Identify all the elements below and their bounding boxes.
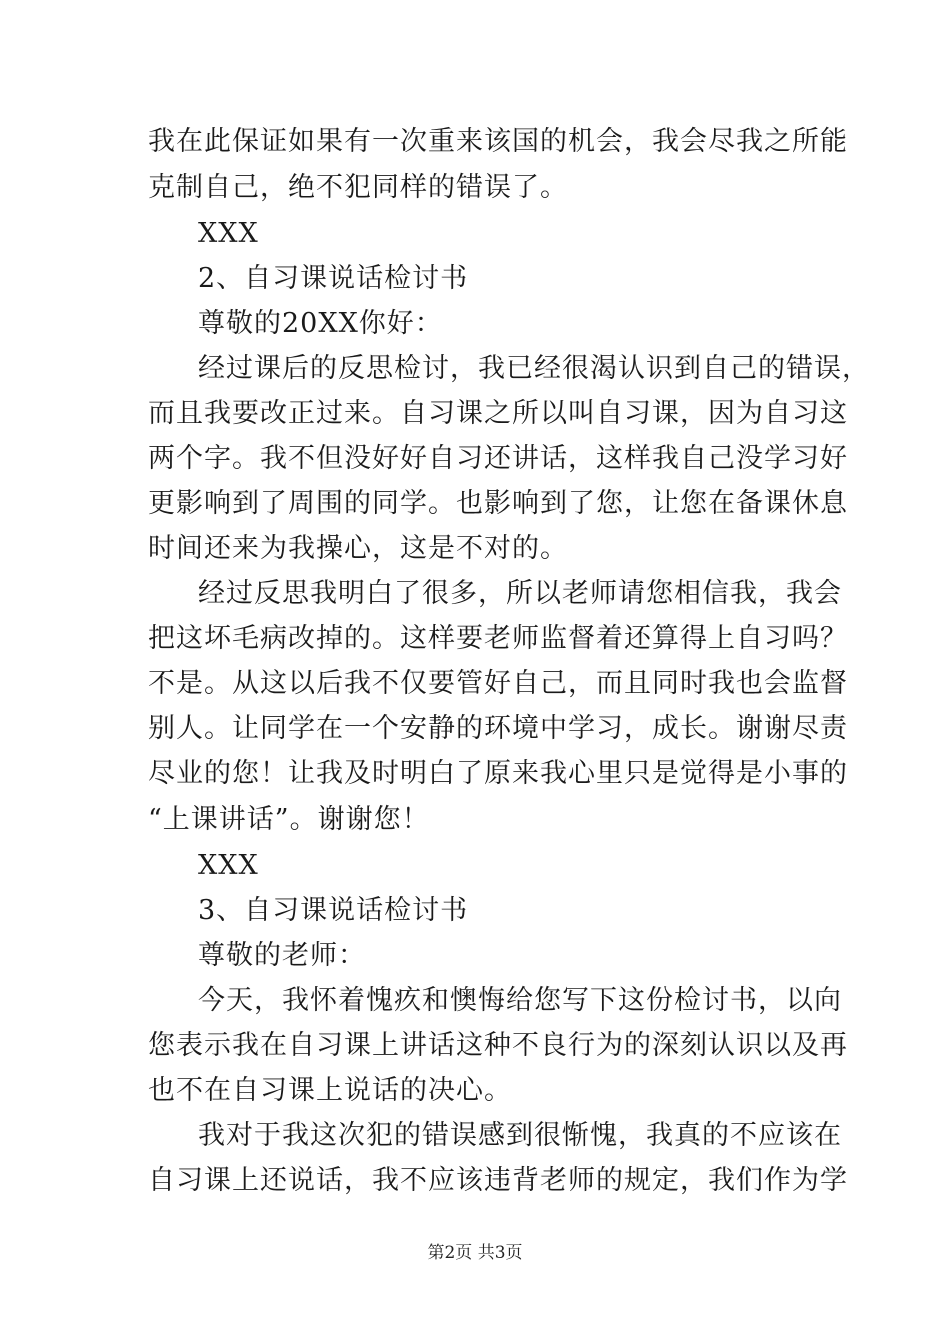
section-heading: 2、自习课说话检讨书 [198,263,469,294]
text-line: 自习课上还说话，我不应该违背老师的规定，我们作为学 [148,1165,848,1196]
signature-line: XXX [198,218,259,249]
text-line: 我对于我这次犯的错误感到很惭愧，我真的不应该在 [198,1120,842,1151]
signature-line: XXX [198,850,259,881]
salutation: 尊敬的老师： [198,940,366,971]
text-line: 克制自己，绝不犯同样的错误了。 [148,172,568,203]
page-number: 第2页 共3页 [427,1243,523,1263]
text-line: 经过课后的反思检讨，我已经很渴认识到自己的错误， [198,353,870,384]
text-line: 您表示我在自习课上讲话这种不良行为的深刻认识以及再 [148,1030,848,1061]
text-line: 更影响到了周围的同学。也影响到了您，让您在备课休息 [148,488,848,519]
text-line: 也不在自习课上说话的决心。 [148,1075,512,1106]
text-line: 把这坏毛病改掉的。这样要老师监督着还算得上自习吗？ [148,623,848,654]
text-line: 两个字。我不但没好好自习还讲话，这样我自己没学习好 [148,443,848,474]
text-line: 经过反思我明白了很多，所以老师请您相信我，我会 [198,578,842,609]
text-line: “上课讲话”。谢谢您！ [148,804,430,835]
text-line: 不是。从这以后我不仅要管好自己，而且同时我也会监督 [148,668,848,699]
text-line: 今天，我怀着愧疚和懊悔给您写下这份检讨书，以向 [198,985,842,1016]
text-line: 时间还来为我操心，这是不对的。 [148,533,568,564]
text-line: 别人。让同学在一个安静的环境中学习，成长。谢谢尽责 [148,713,848,744]
text-line: 尽业的您！让我及时明白了原来我心里只是觉得是小事的 [148,758,848,789]
salutation: 尊敬的20XX你好： [198,308,443,339]
section-heading: 3、自习课说话检讨书 [198,895,469,926]
text-line: 而且我要改正过来。自习课之所以叫自习课，因为自习这 [148,398,848,429]
text-line: 我在此保证如果有一次重来该国的机会，我会尽我之所能 [148,126,848,157]
